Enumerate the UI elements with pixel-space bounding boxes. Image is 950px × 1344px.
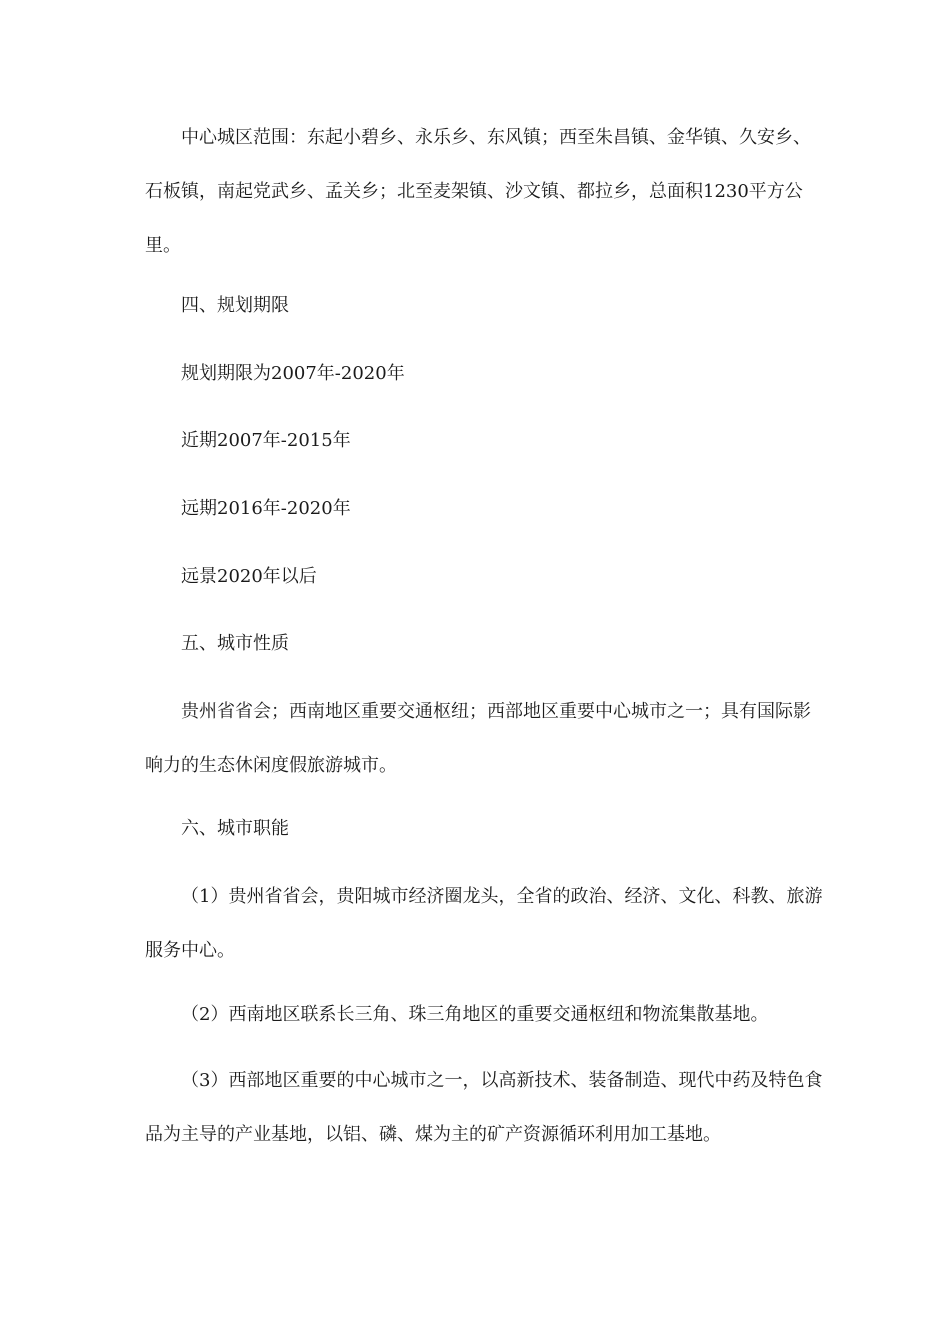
paragraph-vision: 远景2020年以后 (181, 566, 317, 587)
paragraph-planning-period: 规划期限为2007年-2020年 (181, 363, 405, 384)
heading-planning-period: 四、规划期限 (181, 295, 289, 316)
paragraph-function-3: （3）西部地区重要的中心城市之一，以高新技术、装备制造、现代中药及特色食品为主导的产业基地，以铝、磷、煤为主的矿产资源循环利用加工基地。 (145, 1070, 823, 1145)
paragraph-long-term: 远期2016年-2020年 (181, 498, 351, 519)
paragraph-function-1: （1）贵州省省会，贵阳城市经济圈龙头，全省的政治、经济、文化、科教、旅游服务中心。 (145, 886, 823, 961)
paragraph-function-2: （2）西南地区联系长三角、珠三角地区的重要交通枢纽和物流集散基地。 (181, 1004, 769, 1025)
paragraph-city-nature: 贵州省省会；西南地区重要交通枢纽；西部地区重要中心城市之一；具有国际影响力的生态休闲度假旅游城市。 (145, 701, 811, 776)
heading-city-nature: 五、城市性质 (181, 633, 289, 654)
paragraph-city-area: 中心城区范围：东起小碧乡、永乐乡、东风镇；西至朱昌镇、金华镇、久安乡、石板镇，南起党武乡、孟关乡；北至麦架镇、沙文镇、都拉乡，总面积1230平方公里。 (145, 127, 811, 256)
paragraph-near-term: 近期2007年-2015年 (181, 430, 351, 451)
heading-city-functions: 六、城市职能 (181, 818, 289, 839)
